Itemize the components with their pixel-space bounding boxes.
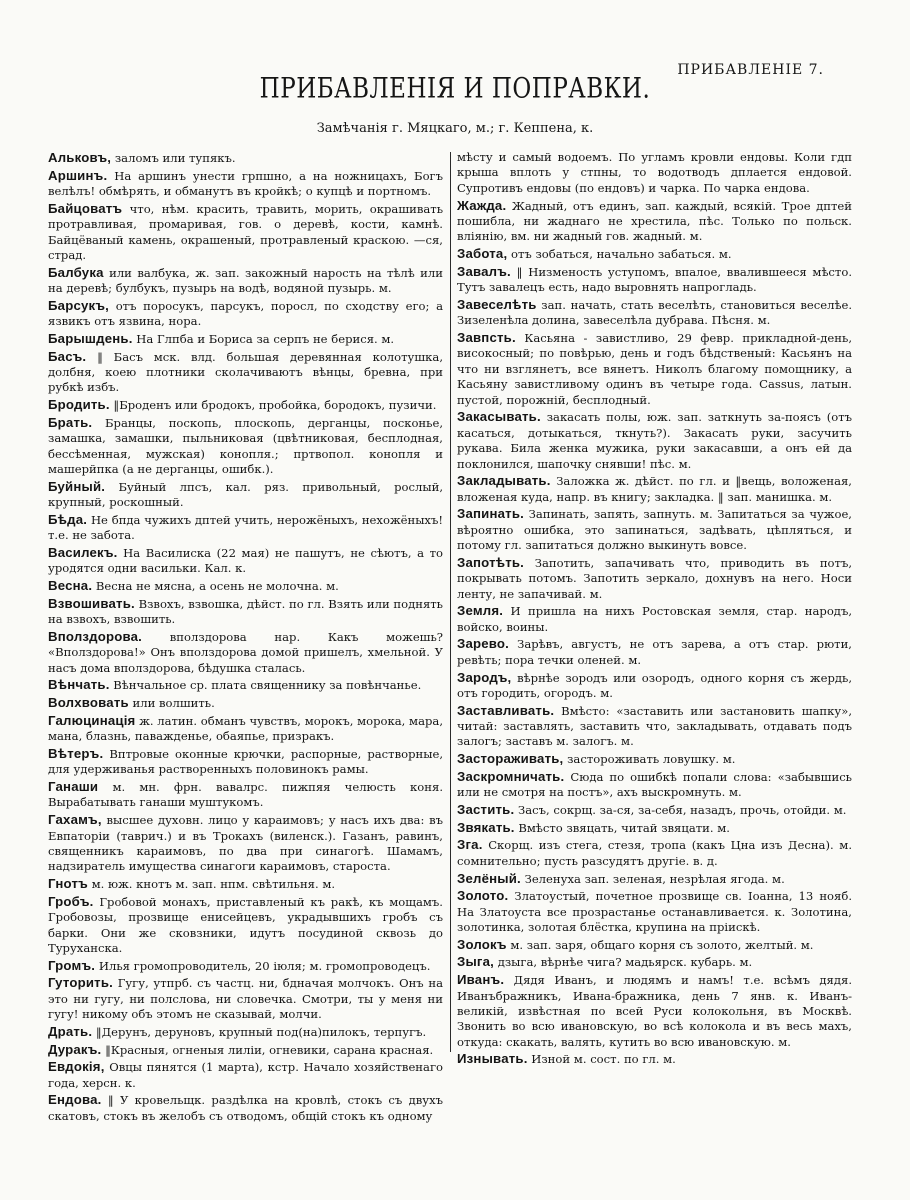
dictionary-entry bbox=[48, 265, 443, 297]
entry-headword: Громъ. bbox=[48, 957, 96, 973]
entry-body: м. юж. кнотъ м. зап. нпм. свѣтильня. м. bbox=[91, 877, 336, 892]
entry-headword: Альковъ, bbox=[48, 150, 112, 165]
dictionary-entry bbox=[48, 1042, 443, 1058]
entry-headword: Ганаши bbox=[48, 779, 99, 795]
entry-headword: Закасывать. bbox=[457, 409, 541, 425]
dictionary-entry bbox=[457, 820, 852, 836]
dictionary-entry bbox=[48, 545, 443, 577]
entry-headword: Запинать. bbox=[457, 506, 524, 522]
entry-body: отъ поросукъ, парсукъ, поросл, по сходству его; а язвикъ отъ язвина, нора. bbox=[48, 298, 443, 329]
entry-headword: Застить. bbox=[457, 802, 515, 817]
entry-body: заломъ или тупякъ. bbox=[114, 151, 236, 165]
entry-body: Вмѣсто: «заставить или застановить шапку», читай: заставлять, заставить что, закладывать, отдавать подъ залогъ; заставъ м. залогъ. м. bbox=[457, 703, 852, 749]
dictionary-entry bbox=[48, 1092, 443, 1124]
dictionary-entry bbox=[48, 1024, 443, 1040]
entry-body: Гугу, утпрб. съ частц. ни, бдначая молчокъ. Онъ на это ни гугу, ни полслова, ни словечка. Смотри, ты у меня ни гугу! никому объ этомъ не сказывай, молчи. bbox=[48, 976, 443, 1022]
dictionary-entry bbox=[457, 198, 852, 245]
entry-headword: Дуракъ. bbox=[48, 1041, 102, 1057]
entry-body: Вѣнчальное ср. плата священнику за повѣнчанье. bbox=[113, 678, 422, 693]
left-column bbox=[48, 150, 443, 1135]
dictionary-entry bbox=[457, 837, 852, 869]
dictionary-entry bbox=[457, 1051, 852, 1067]
dictionary-entry bbox=[457, 330, 852, 408]
entry-headword: Жажда. bbox=[457, 197, 507, 213]
entry-body: На Василиска (22 мая) не пашутъ, не сѣютъ, а то уродятся одни васильки. Кал. к. bbox=[48, 546, 443, 576]
entry-headword: Весна. bbox=[48, 578, 93, 594]
dictionary-entry bbox=[457, 888, 852, 935]
entry-headword: Зародъ, bbox=[457, 669, 512, 685]
entry-body: На аршинъ унести грпшно, а на ножницахъ, Богъ велѣлъ! обмѣрять, и обманутъ въ кройкѣ; о купцѣ и портномъ. bbox=[48, 168, 443, 199]
entry-body: И пришла на нихъ Ростовская земля, стар. народъ, войско, воины. bbox=[457, 604, 852, 634]
entry-body: Запинать, запять, запнуть. м. Запитаться за чужое, вѣроятно ошибка, это запинаться, задѣвать, цѣпляться, и потому гл. запитаться должно выкинуть вовсе. bbox=[457, 507, 852, 553]
entry-headword: Завпсть. bbox=[457, 329, 516, 345]
dictionary-entry bbox=[48, 298, 443, 330]
dictionary-entry bbox=[48, 975, 443, 1022]
entry-body: ‖Красныя, огненыя лилiи, огневики, сарана красная. bbox=[105, 1042, 434, 1057]
entry-headword: Зарево. bbox=[457, 636, 510, 652]
dictionary-entry bbox=[48, 713, 443, 745]
entry-headword: Ендова. bbox=[48, 1092, 102, 1108]
dictionary-entry bbox=[457, 937, 852, 953]
page-label: ПРИБАВЛЕНIЕ 7. bbox=[677, 62, 824, 78]
entry-headword: Изнывать. bbox=[457, 1051, 528, 1067]
dictionary-entry bbox=[48, 629, 443, 676]
page-subtitle: Замѣчанiя г. Мяцкаго, м.; г. Кеппена, к. bbox=[316, 121, 594, 136]
dictionary-entry bbox=[48, 331, 443, 347]
entry-body: Запотить, запачивать что, приводить въ потъ, покрывать потомъ. Запотить зеркало, дохнувъ на него. Носи ленту, не запачивай. м. bbox=[457, 555, 852, 601]
entry-body: Изной м. сост. по гл. м. bbox=[531, 1052, 676, 1067]
entry-headword: Заскромничать. bbox=[457, 768, 565, 784]
entry-body: ‖ Басъ мск. влд. большая деревянная колотушка, долбня, коею плотники сколачиваютъ вѣнцы, бревна, при рубкѣ избъ. bbox=[48, 349, 443, 395]
entry-body: Овцы пянятся (1 марта), кстр. Начало хозяйственаго года, херсн. к. bbox=[48, 1060, 443, 1090]
entry-body: Вптровые оконные крючки, распорные, растворные, для удерживанья растворенныхъ половинокъ рамы. bbox=[48, 746, 443, 777]
dictionary-entry bbox=[48, 894, 443, 957]
dictionary-entry bbox=[48, 349, 443, 396]
entry-headword: Земля. bbox=[457, 603, 504, 619]
entry-headword: Забота, bbox=[457, 246, 508, 262]
dictionary-entry bbox=[48, 150, 443, 166]
dictionary-entry bbox=[457, 603, 852, 635]
entry-body: Весна не мясна, а осень не молочна. м. bbox=[95, 579, 339, 594]
entry-body: Скорщ. изъ стега, стезя, тропа (какъ Цна изъ Десна). м. сомнительно; пусть разсудятъ другiе. в. д. bbox=[457, 838, 852, 868]
entry-headword: Звякать. bbox=[457, 819, 515, 835]
entry-body: Засъ, сокрщ. за-ся, за-себя, назадъ, прочь, отойди. м. bbox=[518, 803, 847, 817]
dictionary-entry bbox=[48, 168, 443, 200]
entry-headword: Бѣда. bbox=[48, 511, 88, 527]
entry-headword: Барышдень. bbox=[48, 330, 133, 346]
entry-body: ‖ У кровельщк. раздѣлка на кровлѣ, стокъ съ двухъ скатовъ, стокъ въ желобъ съ отводомъ, общiй стокъ къ одному bbox=[48, 1093, 443, 1123]
dictionary-entry bbox=[457, 871, 852, 887]
entry-body: Буйный лпсъ, кал. ряз. привольный, рослый, крупный, роскошный. bbox=[48, 479, 443, 510]
dictionary-entry bbox=[457, 751, 852, 767]
dictionary-entry bbox=[48, 201, 443, 264]
dictionary-entry bbox=[48, 677, 443, 693]
entry-headword: Балбука bbox=[48, 264, 104, 280]
entry-body: мѣсту и самый водоемъ. По угламъ кровли ендовы. Коли гдп крыша вплоть у стпны, то водотводъ дплается ендовой. Супротивъ ендовы (по ендовъ) и чарка. По чарка ендова. bbox=[457, 150, 852, 195]
entry-body: ‖ Низменость уступомъ, впалое, ввалившееся мѣсто. Тутъ завалецъ есть, надо выровнять напрогладь. bbox=[457, 264, 852, 295]
entry-headword: Гробъ. bbox=[48, 893, 94, 909]
dictionary-entry bbox=[457, 769, 852, 801]
dictionary-entry bbox=[457, 297, 852, 329]
dictionary-entry bbox=[457, 703, 852, 750]
entry-headword: Золото. bbox=[457, 888, 509, 904]
entry-body: Жадный, отъ единъ, зап. каждый, всякiй. Трое дптей пошибла, ни жаднаго не хрестила, пѣс. Только по польск. влiянiю, вм. ни жадный гов. жадный. м. bbox=[457, 198, 852, 244]
dictionary-entry bbox=[457, 802, 852, 818]
entry-body: м. зап. заря, общаго корня съ золото, желтый. м. bbox=[510, 937, 814, 952]
entry-body: ж. латин. обманъ чувствъ, морокъ, морока, мара, мана, блазнь, паважденье, обаяпье, призракъ. bbox=[48, 713, 443, 744]
entry-headword: Запотѣть. bbox=[457, 554, 525, 570]
entry-headword: Заставливать. bbox=[457, 702, 555, 718]
entry-body: ‖Дерунъ, деруновъ, крупный под(на)пилокъ, терпугъ. bbox=[95, 1024, 427, 1039]
dictionary-entry bbox=[48, 958, 443, 974]
entry-body: На Глпба и Бориса за серпъ не берися. м. bbox=[136, 331, 395, 346]
dictionary-entry bbox=[457, 506, 852, 553]
entry-body: зап. начать, стать веселѣть, становиться веселѣе. Зизеленѣла долина, завеселѣла дубрава. Пѣсня. м. bbox=[457, 297, 852, 328]
entry-headword: Евдокiя, bbox=[48, 1059, 105, 1075]
entry-headword: Застораживать, bbox=[457, 751, 564, 767]
entry-body: или волшить. bbox=[132, 696, 215, 711]
entry-body: дзыга, вѣрнѣе чига? мадьярск. кубарь. м. bbox=[497, 955, 753, 970]
dictionary-entry bbox=[457, 636, 852, 668]
entry-headword: Вѣнчать. bbox=[48, 677, 110, 693]
entry-body: застороживать ловушку. м. bbox=[567, 752, 736, 767]
entry-headword: Завеселѣть bbox=[457, 296, 537, 312]
entry-headword: Золокъ bbox=[457, 936, 507, 952]
entry-headword: Байцоватъ bbox=[48, 200, 123, 216]
entry-headword: Бродить. bbox=[48, 397, 110, 413]
entry-body: м. мн. фрн. вавалрс. пижпяя челюсть коня. Вырабатывать ганаши муштукомъ. bbox=[48, 780, 443, 810]
entry-headword: Закладывать. bbox=[457, 473, 551, 489]
entry-headword: Басъ. bbox=[48, 348, 87, 364]
entry-body: Гробовой монахъ, приставленый къ ракѣ, къ мощамъ. Гробовозы, прозвище енисейцевъ, украдывшихъ гробъ съ барки. Они же сковзники, идутъ посудиной сквозь до Туруханска. bbox=[48, 894, 443, 956]
entry-headword: Галюцинацiя bbox=[48, 712, 136, 728]
dictionary-entry bbox=[457, 954, 852, 970]
entry-headword: Драть. bbox=[48, 1023, 93, 1039]
entry-body: вѣрнѣе зородъ или озородъ, одного корня съ жердь, отъ городить, огородъ. м. bbox=[457, 670, 852, 700]
dictionary-entry bbox=[48, 415, 443, 478]
entry-headword: Вполздорова. bbox=[48, 628, 143, 644]
entry-headword: Гахамъ, bbox=[48, 812, 102, 828]
entry-body: Златоустый, почетное прозвище св. Iоанна, 13 нояб. На Златоуста все прозрастанье останавливается. к. Золотина, золотинка, золотая блёстка, крупина на прiискѣ. bbox=[457, 889, 852, 935]
entry-headword: Зелёный. bbox=[457, 870, 521, 886]
entry-headword: Брать. bbox=[48, 414, 93, 430]
dictionary-entry bbox=[48, 397, 443, 413]
entry-body: Дядя Иванъ, и людямъ и намъ! т.е. всѣмъ дядя. Иванъбражникъ, Ивана-бражника, день 7 янв. к. Иванъ-великiй, извѣстная по всей Руси колокольня, въ Москвѣ. Звонить во всю ивановскую, во всѣ колокола и въ весь махъ, откуда: скакать, валять, кутить во всю ивановскую. м. bbox=[457, 973, 852, 1049]
entry-body: или валбука, ж. зап. закожный нарость на тѣлѣ или на деревѣ; булбукъ, пузырь на водѣ, водяной пузырь. м. bbox=[48, 265, 443, 296]
entry-body: отъ зобаться, начально забаться. м. bbox=[511, 247, 732, 262]
entry-body: ‖Броденъ или бродокъ, пробойка, бородокъ, пузичи. bbox=[113, 398, 437, 413]
entry-body: закасать полы, юж. зап. заткнуть за-поясъ (отъ касаться, дотыкаться, ткнуть?). Закасать руки, засучить рукава. Била женка мужика, руки закасавши, а онъ ей да поклонился, шапочку снявши! пѣс. м. bbox=[457, 410, 852, 471]
entry-headword: Вѣтеръ. bbox=[48, 745, 104, 761]
dictionary-entry bbox=[48, 596, 443, 628]
entry-headword: Василекъ. bbox=[48, 545, 118, 561]
dictionary-entry bbox=[457, 473, 852, 505]
entry-headword: Зыга, bbox=[457, 954, 495, 970]
column-divider bbox=[450, 152, 451, 1052]
entry-body: Заложка ж. дѣйст. по гл. и ‖вещь, воложеная, вложеная куда, напр. въ книгу; закладка. ‖ зап. манишка. м. bbox=[457, 474, 852, 504]
dictionary-entry bbox=[48, 578, 443, 594]
dictionary-entry bbox=[457, 972, 852, 1050]
entry-body: Сюда по ошибкѣ попали слова: «забывшись или не смотря на постъ», ахъ выскромнуть. м. bbox=[457, 769, 852, 800]
dictionary-entry bbox=[48, 512, 443, 544]
entry-headword: Взвошивать. bbox=[48, 595, 135, 611]
dictionary-entry bbox=[457, 246, 852, 262]
entry-body: Взвохъ, взвошка, дѣйст. по гл. Взять или поднять на взвохъ, взвошить. bbox=[48, 596, 443, 627]
dictionary-entry bbox=[48, 779, 443, 811]
entry-body: Касьяна - завистливо, 29 февр. прикладной-день, високосный; по повѣрью, день и годъ бѣдственый: Касьянъ на что ни взглянетъ, все вянетъ. Николъ благому помощнику, а Касьяну завистливому одинъ въ четыре года. Cassus, латын. пустой, порожнiй, бесплодный. bbox=[457, 330, 852, 407]
dictionary-entry bbox=[457, 150, 852, 196]
entry-body: Вмѣсто звяцать, читай звяцати. м. bbox=[518, 820, 730, 835]
dictionary-entry bbox=[457, 409, 852, 472]
entry-body: Зеленуха зап. зеленая, незрѣлая ягода. м. bbox=[524, 871, 785, 886]
entry-headword: Барсукъ, bbox=[48, 297, 110, 313]
entry-body: что, нѣм. красить, травить, морить, окрашивать протравливая, промаривая, гов. о деревѣ, кости, камнѣ. Байцёваный камень, окрашеный, протравленый краскою. —ся, страд. bbox=[48, 201, 443, 263]
entry-body: Не бпда чужихъ дптей учить, нерожёныхъ, нехожёныхъ! т.е. не забота. bbox=[48, 512, 443, 543]
entry-headword: Иванъ. bbox=[457, 972, 505, 988]
dictionary-entry bbox=[48, 746, 443, 778]
entry-headword: Волхвовать bbox=[48, 695, 129, 711]
dictionary-entry bbox=[48, 695, 443, 711]
entry-headword: Буйный. bbox=[48, 478, 106, 494]
dictionary-entry bbox=[457, 670, 852, 702]
entry-body: Бранцы, поскопь, плоскопь, дерганцы, посконье, замашка, замашки, пыльниковая (цвѣтниковая, бесплодная, бессѣменная, мужская) конопля.; пртвопол. конопля и машерйпка (а не дерганцы, ошибк.). bbox=[48, 415, 443, 477]
right-column bbox=[457, 150, 852, 1135]
entry-headword: Гнотъ bbox=[48, 876, 88, 892]
dictionary-entry bbox=[457, 264, 852, 296]
entry-body: Илья громопроводитель, 20 iюля; м. громопроводецъ. bbox=[98, 958, 431, 973]
entry-headword: Зга. bbox=[457, 837, 483, 853]
dictionary-entry bbox=[48, 1059, 443, 1091]
entry-headword: Аршинъ. bbox=[48, 167, 108, 183]
entry-body: Зарѣвъ, августъ, не отъ зарева, а отъ стар. рюти, ревѣть; пора течки оленей. м. bbox=[457, 637, 852, 667]
page-title: ПРИБАВЛЕНIЯ И ПОПРАВКИ. bbox=[259, 73, 651, 105]
entry-body: высшее духовн. лицо у караимовъ; у насъ ихъ два: въ Евпаторiи (таврич.) и въ Трокахъ (виленск.). Газанъ, равинъ, священникъ караимовъ, по два при синагогѣ. Шамамъ, надзиратель имущества синагоги караимовъ, староста. bbox=[48, 813, 443, 874]
entry-headword: Гуторить. bbox=[48, 975, 114, 991]
dictionary-entry bbox=[457, 555, 852, 602]
dictionary-entry bbox=[48, 876, 443, 892]
entry-headword: Завалъ. bbox=[457, 263, 511, 279]
dictionary-entry bbox=[48, 812, 443, 875]
entry-body: вполздорова нар. Какъ можешь? «Вполздорова!» Онъ вполздорова домой пришелъ, хмельной. У насъ дома вполздорова, бѣдушка сталась. bbox=[48, 629, 443, 675]
dictionary-entry bbox=[48, 479, 443, 511]
